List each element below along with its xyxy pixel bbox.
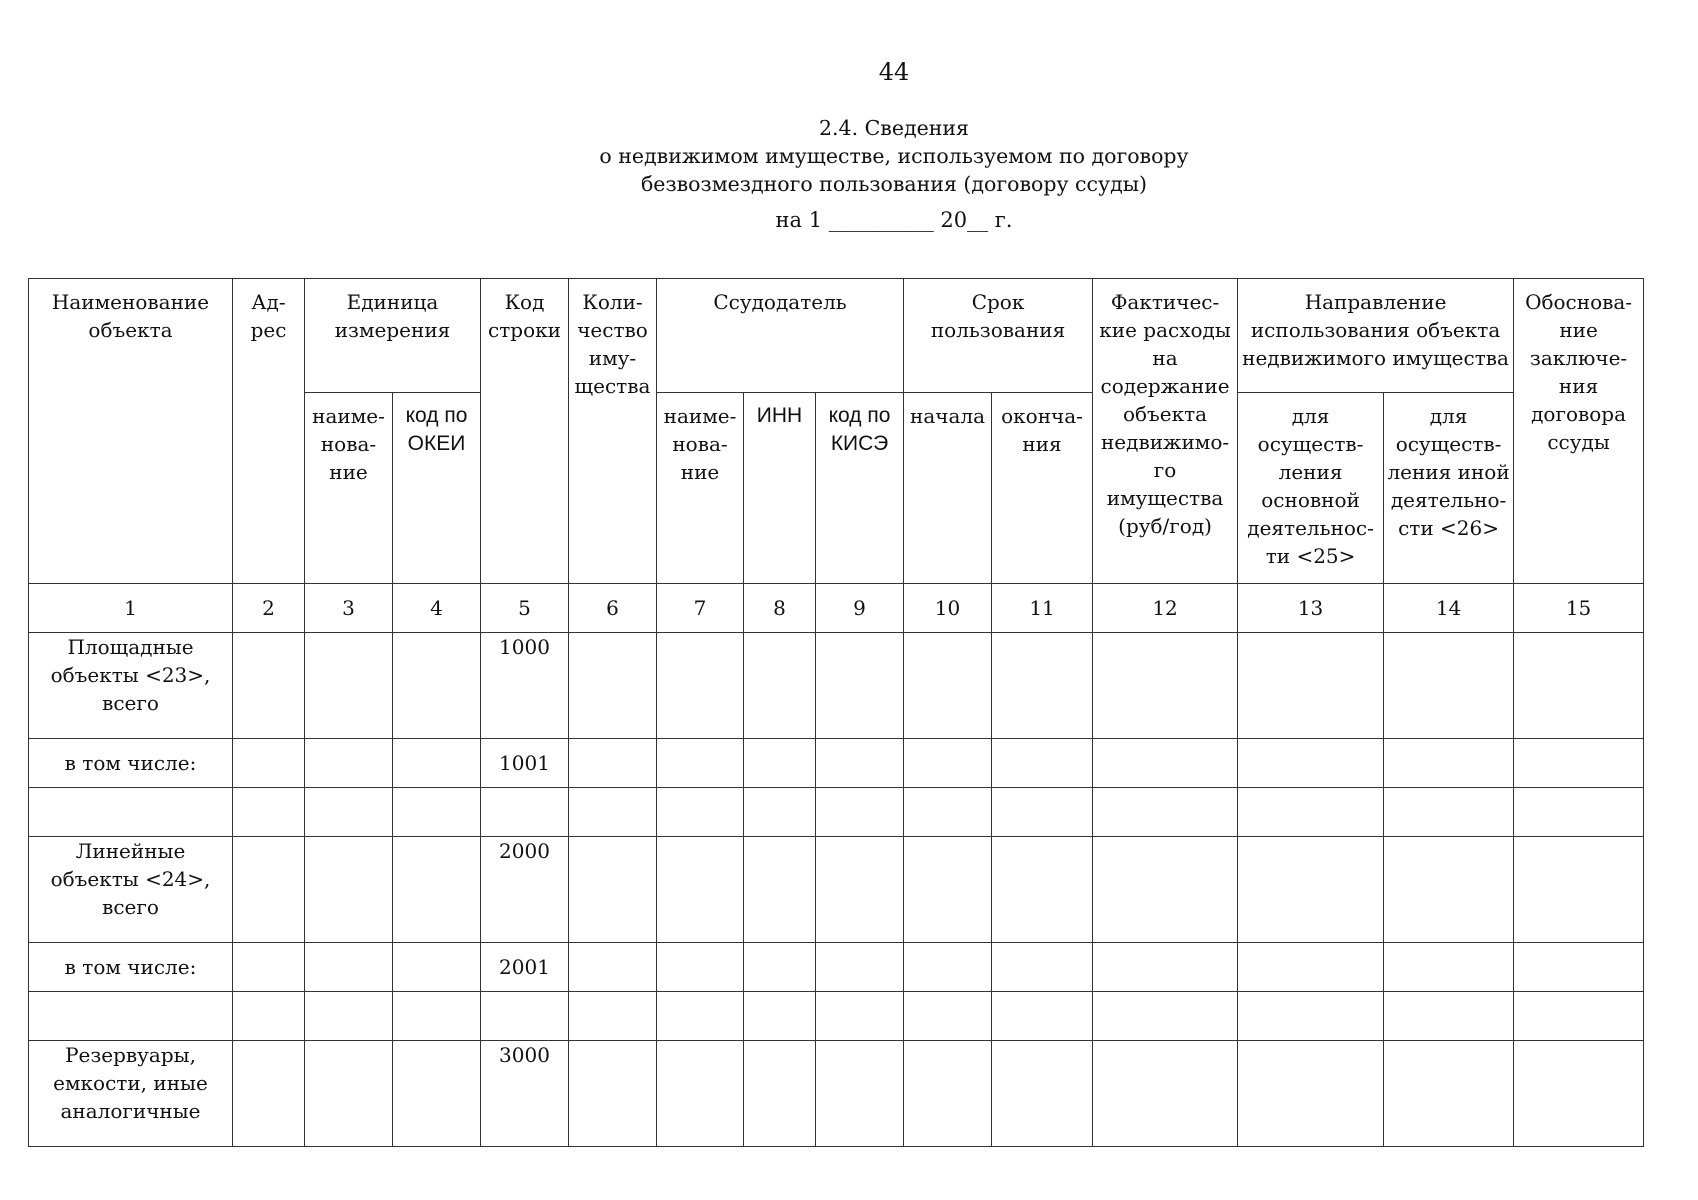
column-number: 11 [992,584,1093,633]
data-cell[interactable] [904,633,992,739]
header-lender-inn: ИНН [744,393,816,584]
data-cell[interactable] [1093,739,1238,788]
data-cell[interactable] [393,633,481,739]
header-other-activity: для осуществ-ления иной деятельно-сти <26> [1384,393,1514,584]
row-name: Площадные объекты <23>, всего [29,633,233,739]
data-cell[interactable] [233,739,305,788]
row-code: 2000 [481,837,569,943]
title-line-1: 2.4. Сведения [818,116,969,140]
data-cell[interactable] [816,837,904,943]
header-quantity: Коли-чество иму-щества [569,279,657,584]
row-code: 2001 [481,943,569,992]
table-row [29,633,1644,739]
data-cell[interactable] [657,943,744,992]
header-main-activity: для осуществ-ления основной деятельнос-ти <25> [1238,393,1384,584]
data-cell[interactable] [305,992,393,1041]
data-cell[interactable] [904,992,992,1041]
header-term: Срок пользования [904,279,1093,393]
column-number: 9 [816,584,904,633]
data-cell[interactable] [744,788,816,837]
data-cell[interactable] [1384,739,1514,788]
header-object-name: Наименование объекта [29,279,233,584]
data-cell[interactable] [393,739,481,788]
data-cell[interactable] [305,739,393,788]
data-cell[interactable] [744,1041,816,1147]
table-row [29,788,1644,837]
header-line-code: Код строки [481,279,569,584]
data-cell[interactable] [1384,788,1514,837]
row-name: Линейные объекты <24>, всего [29,837,233,943]
data-cell[interactable] [816,788,904,837]
data-cell[interactable] [816,943,904,992]
data-cell[interactable] [233,788,305,837]
data-cell[interactable] [1384,837,1514,943]
data-cell[interactable] [305,633,393,739]
header-address: Ад-рес [233,279,305,584]
data-cell[interactable] [1384,992,1514,1041]
data-cell[interactable] [569,1041,657,1147]
data-cell[interactable] [744,992,816,1041]
data-cell[interactable] [1514,992,1644,1041]
data-cell[interactable] [744,837,816,943]
table-row [29,992,1644,1041]
data-cell[interactable] [904,739,992,788]
column-number: 2 [233,584,305,633]
data-cell[interactable] [1093,837,1238,943]
header-use-direction: Направление использования объекта недвижимого имущества [1238,279,1514,393]
page-number: 44 [878,58,910,86]
row-code[interactable] [481,992,569,1041]
data-cell[interactable] [744,943,816,992]
data-cell[interactable] [569,739,657,788]
column-number: 3 [305,584,393,633]
data-cell[interactable] [233,943,305,992]
column-number: 6 [569,584,657,633]
header-lender-name: наиме-нова-ние [657,393,744,584]
data-cell[interactable] [1238,943,1384,992]
header-term-start: начала [904,393,992,584]
data-cell[interactable] [657,788,744,837]
table-row [29,739,1644,788]
data-cell[interactable] [1514,1041,1644,1147]
data-cell[interactable] [393,837,481,943]
data-cell[interactable] [305,1041,393,1147]
row-name[interactable] [29,992,233,1041]
header-row-1 [29,279,1644,393]
data-cell[interactable] [816,633,904,739]
column-number: 5 [481,584,569,633]
table-row [29,837,1644,943]
column-number-row [29,584,1644,633]
data-cell[interactable] [569,633,657,739]
data-cell[interactable] [992,1041,1093,1147]
header-actual-expenses: Фактичес-кие расходы на содержание объекта недвижимо-го имущества (руб/год) [1093,279,1238,584]
data-cell[interactable] [233,633,305,739]
row-code: 3000 [481,1041,569,1147]
row-name: в том числе: [29,943,233,992]
data-cell[interactable] [904,788,992,837]
section-title [0,114,1698,198]
data-cell[interactable] [992,837,1093,943]
data-cell[interactable] [569,837,657,943]
data-cell[interactable] [1514,739,1644,788]
data-cell[interactable] [1384,633,1514,739]
data-cell[interactable] [992,943,1093,992]
header-unit: Единица измерения [305,279,481,393]
column-number: 14 [1384,584,1514,633]
data-cell[interactable] [1514,633,1644,739]
data-cell[interactable] [1384,943,1514,992]
data-cell[interactable] [744,739,816,788]
data-cell[interactable] [1238,1041,1384,1147]
property-table [28,278,1644,1147]
row-name: Резервуары, емкости, иные аналогичные [29,1041,233,1147]
header-term-end: оконча-ния [992,393,1093,584]
data-cell[interactable] [904,943,992,992]
data-cell[interactable] [992,739,1093,788]
data-cell[interactable] [744,633,816,739]
column-number: 4 [393,584,481,633]
data-cell[interactable] [992,992,1093,1041]
column-number: 12 [1093,584,1238,633]
data-cell[interactable] [657,739,744,788]
data-cell[interactable] [992,633,1093,739]
data-cell[interactable] [657,992,744,1041]
header-unit-name: наиме-нова-ние [305,393,393,584]
row-name: в том числе: [29,739,233,788]
data-cell[interactable] [1238,788,1384,837]
row-name[interactable] [29,788,233,837]
data-cell[interactable] [1514,837,1644,943]
data-cell[interactable] [233,992,305,1041]
row-code[interactable] [481,788,569,837]
data-cell[interactable] [569,788,657,837]
row-code: 1000 [481,633,569,739]
data-cell[interactable] [904,1041,992,1147]
data-cell[interactable] [1238,633,1384,739]
data-cell[interactable] [657,633,744,739]
column-number: 8 [744,584,816,633]
data-cell[interactable] [1384,1041,1514,1147]
data-cell[interactable] [569,943,657,992]
data-cell[interactable] [305,788,393,837]
report-date-line: на 1 __________ 20__ г. [775,208,1013,232]
column-number: 7 [657,584,744,633]
data-cell[interactable] [1238,739,1384,788]
data-cell[interactable] [1093,633,1238,739]
data-cell[interactable] [904,837,992,943]
title-line-3: безвозмездного пользования (договору ссуды) [640,172,1148,196]
data-cell[interactable] [1093,1041,1238,1147]
data-cell[interactable] [657,1041,744,1147]
data-cell[interactable] [1238,992,1384,1041]
data-cell[interactable] [393,943,481,992]
data-cell[interactable] [393,992,481,1041]
data-cell[interactable] [233,1041,305,1147]
data-cell[interactable] [569,992,657,1041]
data-cell[interactable] [1238,837,1384,943]
data-cell[interactable] [1514,788,1644,837]
data-cell[interactable] [1514,943,1644,992]
row-code: 1001 [481,739,569,788]
column-number: 10 [904,584,992,633]
header-justification: Обоснова-ние заключе-ния договора ссуды [1514,279,1644,584]
header-okei-code: код по ОКЕИ [393,393,481,584]
data-cell[interactable] [233,837,305,943]
data-cell[interactable] [1093,992,1238,1041]
header-kise-code: код по КИСЭ [816,393,904,584]
header-lender: Ссудодатель [657,279,904,393]
column-number: 13 [1238,584,1384,633]
column-number: 15 [1514,584,1644,633]
table-row [29,1041,1644,1147]
data-cell[interactable] [305,943,393,992]
column-number: 1 [29,584,233,633]
data-cell[interactable] [816,739,904,788]
data-cell[interactable] [393,788,481,837]
title-line-2: о недвижимом имуществе, используемом по договору [599,144,1189,168]
data-cell[interactable] [657,837,744,943]
data-cell[interactable] [393,1041,481,1147]
data-cell[interactable] [816,1041,904,1147]
data-cell[interactable] [1093,943,1238,992]
data-cell[interactable] [992,788,1093,837]
table-row [29,943,1644,992]
data-cell[interactable] [816,992,904,1041]
data-cell[interactable] [305,837,393,943]
data-cell[interactable] [1093,788,1238,837]
